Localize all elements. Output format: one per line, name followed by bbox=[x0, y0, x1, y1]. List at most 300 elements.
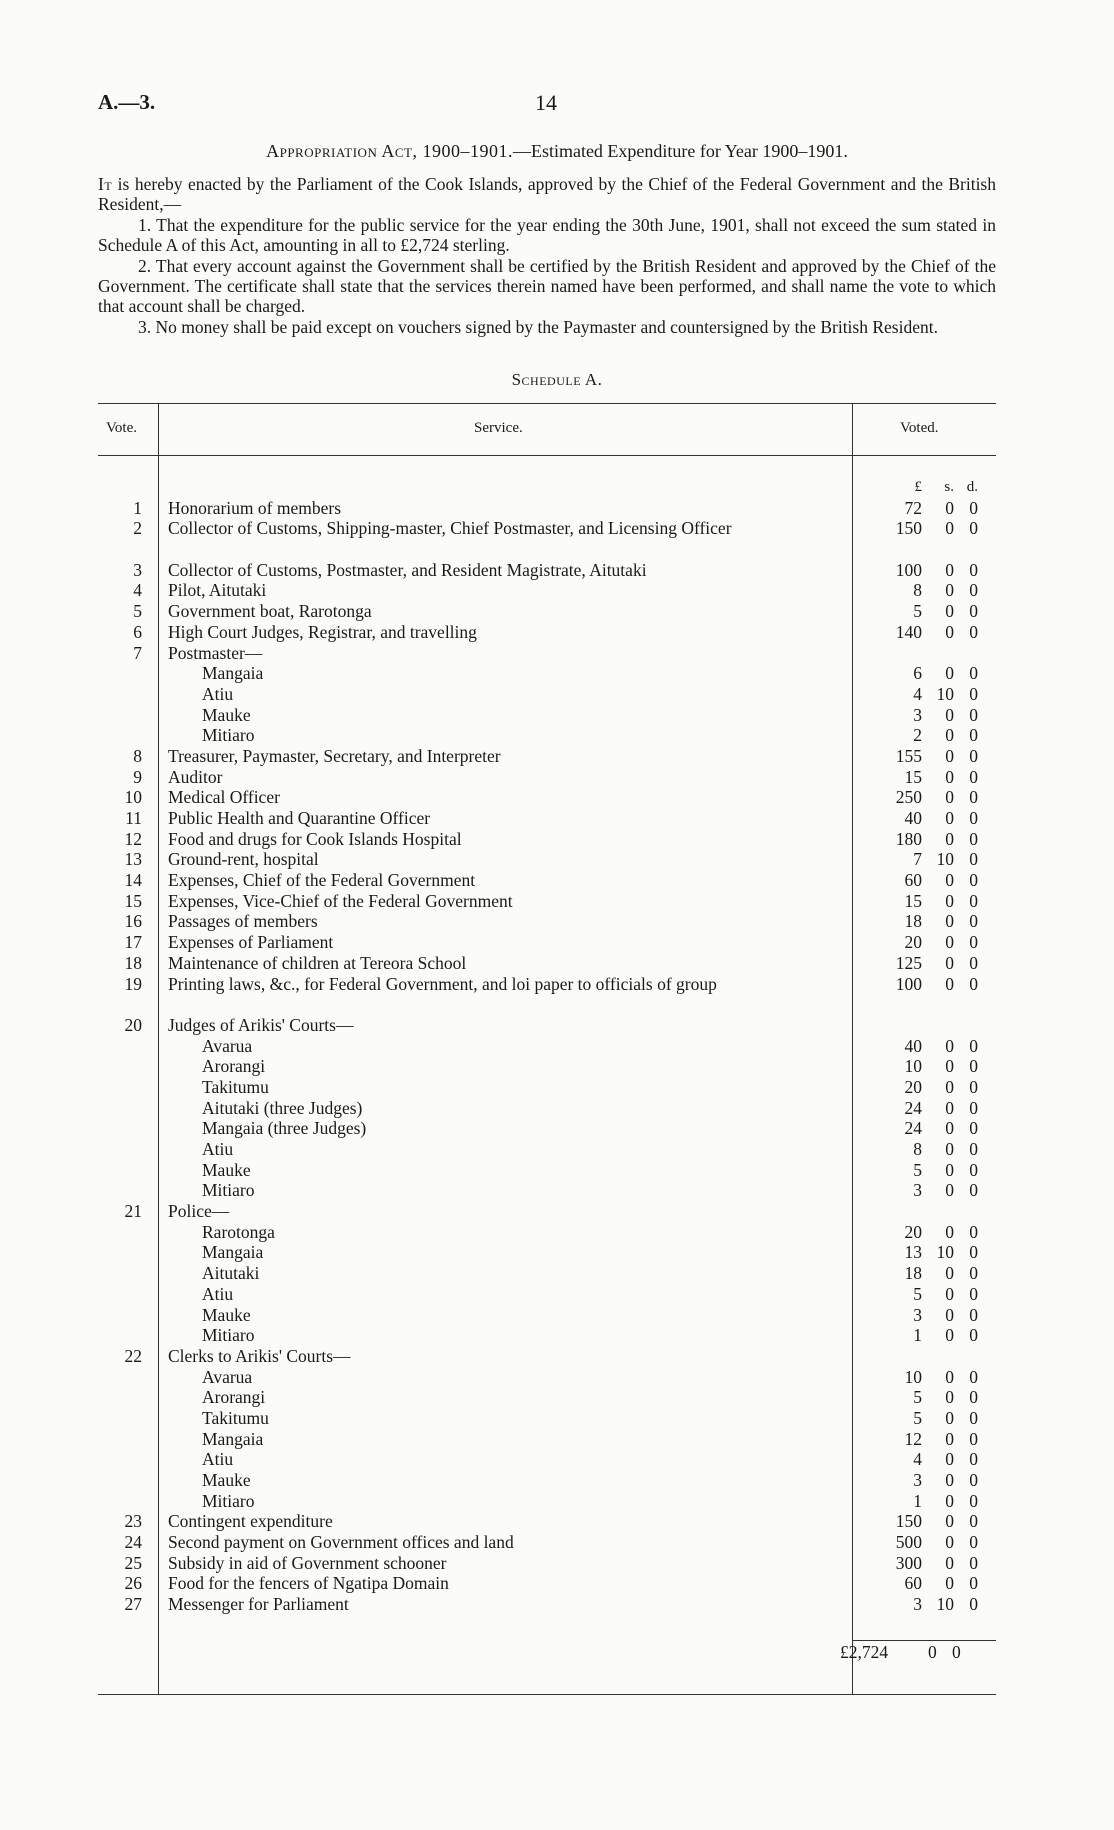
amount-pounds: 8 bbox=[913, 580, 922, 601]
service-name: Rarotonga bbox=[202, 1221, 275, 1242]
table-row bbox=[98, 643, 996, 664]
table-row bbox=[98, 891, 996, 912]
amount-shillings: 0 bbox=[945, 1387, 954, 1408]
table-row bbox=[98, 1180, 996, 1201]
clause-2: 2. That every account against the Government shall be certified by the British Resident and approved by the Chief of the Government. The certificate shall state that the services therein named have been performed, and shall name the vote to which that account shall be charged. bbox=[98, 255, 996, 317]
table-row bbox=[98, 953, 996, 974]
row-container bbox=[98, 498, 996, 1615]
amount-pence: 0 bbox=[969, 1242, 978, 1263]
header-bottom-rule bbox=[98, 455, 996, 456]
amount-pence: 0 bbox=[969, 1221, 978, 1242]
amount-pence: 0 bbox=[969, 1552, 978, 1573]
vote-number: 1 bbox=[133, 497, 142, 518]
amount-pounds: 20 bbox=[904, 1076, 922, 1097]
service-name: Messenger for Parliament bbox=[168, 1594, 349, 1615]
total-pence: 0 bbox=[952, 1642, 961, 1662]
amount-shillings: 0 bbox=[945, 1573, 954, 1594]
amount-shillings: 10 bbox=[936, 1242, 954, 1263]
service-name: Aitutaki bbox=[202, 1263, 260, 1284]
amount-pounds: 20 bbox=[904, 932, 922, 953]
service-name: Atiu bbox=[202, 1449, 234, 1470]
amount-pounds: 15 bbox=[904, 766, 922, 787]
amount-pence: 0 bbox=[969, 1470, 978, 1491]
amount-pounds: 7 bbox=[913, 849, 922, 870]
service-name: Mangaia bbox=[202, 1428, 264, 1449]
amount-pence: 0 bbox=[969, 952, 978, 973]
table-row bbox=[98, 787, 996, 808]
amount-pence: 0 bbox=[969, 683, 978, 704]
table-row bbox=[98, 1139, 996, 1160]
amount-pence: 0 bbox=[969, 601, 978, 622]
table-row bbox=[98, 1201, 996, 1222]
vote-number: 20 bbox=[124, 1014, 142, 1035]
vote-number: 22 bbox=[124, 1345, 142, 1366]
vote-number: 8 bbox=[133, 745, 142, 766]
table-row bbox=[98, 1511, 996, 1532]
table-row bbox=[98, 829, 996, 850]
amount-shillings: 0 bbox=[945, 1056, 954, 1077]
amount-shillings: 0 bbox=[945, 1366, 954, 1387]
amount-pounds: 100 bbox=[895, 973, 922, 994]
service-name: Treasurer, Paymaster, Secretary, and Interpreter bbox=[168, 745, 501, 766]
vote-number: 26 bbox=[124, 1573, 142, 1594]
amount-pence: 0 bbox=[969, 745, 978, 766]
amount-pounds: 300 bbox=[895, 1552, 922, 1573]
table-row bbox=[98, 1263, 996, 1284]
amount-pounds: 10 bbox=[904, 1056, 922, 1077]
table-row bbox=[98, 580, 996, 601]
document-title bbox=[0, 141, 1114, 162]
service-name: Government boat, Rarotonga bbox=[168, 601, 372, 622]
vote-number: 7 bbox=[133, 642, 142, 663]
enacting-text: is hereby enacted by the Parliament of the Cook Islands, approved by the Chief of the Federal Government and the British Resident,— bbox=[98, 174, 996, 215]
table-row bbox=[98, 767, 996, 788]
service-name: Mangaia bbox=[202, 663, 264, 684]
amount-shillings: 0 bbox=[945, 1511, 954, 1532]
amount-pence: 0 bbox=[969, 559, 978, 580]
amount-pence: 0 bbox=[969, 1180, 978, 1201]
amount-pence: 0 bbox=[969, 828, 978, 849]
amount-pence: 0 bbox=[969, 1325, 978, 1346]
amount-shillings: 0 bbox=[945, 828, 954, 849]
service-name: Mauke bbox=[202, 1159, 251, 1180]
service-name: Expenses, Chief of the Federal Government bbox=[168, 870, 476, 891]
amount-pence: 0 bbox=[969, 870, 978, 891]
table-row bbox=[98, 622, 996, 643]
table-row bbox=[98, 1346, 996, 1367]
amount-pounds: 180 bbox=[895, 828, 922, 849]
amount-pounds: 20 bbox=[904, 1221, 922, 1242]
amount-shillings: 0 bbox=[945, 932, 954, 953]
amount-shillings: 0 bbox=[945, 1097, 954, 1118]
document-code: A.—3. bbox=[98, 90, 156, 114]
service-name: Auditor bbox=[168, 766, 223, 787]
amount-pence: 0 bbox=[969, 849, 978, 870]
clause-3: 3. No money shall be paid except on vouchers signed by the Paymaster and countersigned by the British Resident. bbox=[138, 316, 938, 337]
amount-pence: 0 bbox=[969, 808, 978, 829]
amount-pounds: 140 bbox=[895, 621, 922, 642]
service-name: Aitutaki (three Judges) bbox=[202, 1097, 363, 1118]
service-name: Atiu bbox=[202, 1139, 234, 1160]
amount-pounds: 24 bbox=[904, 1118, 922, 1139]
amount-shillings: 0 bbox=[945, 1180, 954, 1201]
amount-pounds: 1 bbox=[913, 1490, 922, 1511]
amount-shillings: 0 bbox=[945, 621, 954, 642]
table-row bbox=[98, 974, 996, 1015]
enacting-clause bbox=[98, 174, 996, 215]
table-row bbox=[98, 1491, 996, 1512]
service-name: Clerks to Arikis' Courts— bbox=[168, 1345, 351, 1366]
table-row bbox=[98, 1594, 996, 1615]
vote-number: 12 bbox=[124, 828, 142, 849]
service-name: Pilot, Aitutaki bbox=[168, 580, 267, 601]
table-row bbox=[98, 1449, 996, 1470]
service-name: Mauke bbox=[202, 704, 251, 725]
amount-pounds: 5 bbox=[913, 1283, 922, 1304]
amount-pounds: 40 bbox=[904, 1035, 922, 1056]
amount-pounds: 150 bbox=[895, 1511, 922, 1532]
table-row bbox=[98, 1408, 996, 1429]
shillings-unit: s. bbox=[944, 479, 954, 495]
amount-pence: 0 bbox=[969, 1283, 978, 1304]
amount-pounds: 13 bbox=[904, 1242, 922, 1263]
amount-shillings: 0 bbox=[945, 745, 954, 766]
amount-pounds: 12 bbox=[904, 1428, 922, 1449]
amount-shillings: 0 bbox=[945, 1221, 954, 1242]
amount-shillings: 0 bbox=[945, 1139, 954, 1160]
amount-pounds: 4 bbox=[913, 1449, 922, 1470]
pounds-unit: £ bbox=[914, 479, 922, 495]
service-name: Printing laws, &c., for Federal Government, and loi paper to officials of group bbox=[168, 973, 717, 994]
amount-pence: 0 bbox=[969, 580, 978, 601]
amount-pounds: 60 bbox=[904, 1573, 922, 1594]
service-name: Mitiaro bbox=[202, 725, 255, 746]
amount-shillings: 0 bbox=[945, 808, 954, 829]
table-row bbox=[98, 870, 996, 891]
table-bottom-rule bbox=[98, 1694, 996, 1695]
service-name: Expenses, Vice-Chief of the Federal Government bbox=[168, 890, 513, 911]
amount-shillings: 0 bbox=[945, 1428, 954, 1449]
amount-shillings: 0 bbox=[945, 952, 954, 973]
service-name: Arorangi bbox=[202, 1387, 266, 1408]
vote-number: 27 bbox=[124, 1594, 142, 1615]
amount-pence: 0 bbox=[969, 1387, 978, 1408]
service-name: Mitiaro bbox=[202, 1180, 255, 1201]
table-row bbox=[98, 1367, 996, 1388]
amount-pounds: 72 bbox=[904, 497, 922, 518]
amount-shillings: 0 bbox=[945, 1532, 954, 1553]
amount-pence: 0 bbox=[969, 1532, 978, 1553]
table-row bbox=[98, 1470, 996, 1491]
table-row bbox=[98, 1077, 996, 1098]
vote-number: 19 bbox=[124, 973, 142, 994]
service-name: Police— bbox=[168, 1201, 230, 1222]
table-row bbox=[98, 684, 996, 705]
amount-pence: 0 bbox=[969, 725, 978, 746]
amount-pence: 0 bbox=[969, 1056, 978, 1077]
amount-shillings: 0 bbox=[945, 1304, 954, 1325]
vote-number: 17 bbox=[124, 932, 142, 953]
amount-shillings: 0 bbox=[945, 1470, 954, 1491]
table-row bbox=[98, 1305, 996, 1326]
amount-shillings: 0 bbox=[945, 580, 954, 601]
amount-pence: 0 bbox=[969, 932, 978, 953]
amount-pence: 0 bbox=[969, 518, 978, 539]
service-name: Atiu bbox=[202, 683, 234, 704]
table-row bbox=[98, 725, 996, 746]
service-name: Mitiaro bbox=[202, 1325, 255, 1346]
vote-number: 24 bbox=[124, 1532, 142, 1553]
amount-pence: 0 bbox=[969, 1511, 978, 1532]
amount-pence: 0 bbox=[969, 1449, 978, 1470]
amount-pence: 0 bbox=[969, 766, 978, 787]
amount-pence: 0 bbox=[969, 1490, 978, 1511]
title-rest: —Estimated Expenditure for Year 1900–1901. bbox=[512, 141, 848, 161]
vote-number: 25 bbox=[124, 1552, 142, 1573]
amount-shillings: 0 bbox=[945, 1118, 954, 1139]
vote-number: 14 bbox=[124, 870, 142, 891]
amount-pounds: 8 bbox=[913, 1139, 922, 1160]
pence-unit: d. bbox=[966, 479, 978, 495]
service-name: Atiu bbox=[202, 1283, 234, 1304]
service-name: Passages of members bbox=[168, 911, 318, 932]
amount-pounds: 500 bbox=[895, 1532, 922, 1553]
vote-number: 10 bbox=[124, 787, 142, 808]
service-name: Contingent expenditure bbox=[168, 1511, 333, 1532]
table-row bbox=[98, 518, 996, 559]
table-row bbox=[98, 1015, 996, 1036]
vote-number: 5 bbox=[133, 601, 142, 622]
vote-number: 18 bbox=[124, 952, 142, 973]
amount-pence: 0 bbox=[969, 497, 978, 518]
service-name: Expenses of Parliament bbox=[168, 932, 334, 953]
service-name: Honorarium of members bbox=[168, 497, 342, 518]
total-rule bbox=[852, 1640, 996, 1641]
amount-shillings: 0 bbox=[945, 518, 954, 539]
page-number: 14 bbox=[535, 90, 557, 115]
amount-pounds: 5 bbox=[913, 1387, 922, 1408]
amount-pounds: 1 bbox=[913, 1325, 922, 1346]
amount-pounds: 40 bbox=[904, 808, 922, 829]
table-row bbox=[98, 1387, 996, 1408]
table-row bbox=[98, 849, 996, 870]
amount-shillings: 0 bbox=[945, 911, 954, 932]
amount-shillings: 0 bbox=[945, 766, 954, 787]
amount-shillings: 0 bbox=[945, 497, 954, 518]
vote-number: 15 bbox=[124, 890, 142, 911]
amount-shillings: 0 bbox=[945, 890, 954, 911]
amount-shillings: 0 bbox=[945, 704, 954, 725]
amount-shillings: 0 bbox=[945, 1407, 954, 1428]
service-name: Mauke bbox=[202, 1304, 251, 1325]
total-pounds: £2,724 bbox=[840, 1642, 889, 1662]
service-name: Maintenance of children at Tereora School bbox=[168, 952, 467, 973]
amount-pence: 0 bbox=[969, 787, 978, 808]
vote-number: 3 bbox=[133, 559, 142, 580]
amount-pence: 0 bbox=[969, 911, 978, 932]
amount-pounds: 5 bbox=[913, 601, 922, 622]
table-row bbox=[98, 1036, 996, 1057]
amount-pence: 0 bbox=[969, 1035, 978, 1056]
vote-number: 16 bbox=[124, 911, 142, 932]
service-name: Postmaster— bbox=[168, 642, 263, 663]
service-name: Collector of Customs, Postmaster, and Resident Magistrate, Aitutaki bbox=[168, 559, 647, 580]
service-name: Mangaia bbox=[202, 1242, 264, 1263]
service-name: Collector of Customs, Shipping-master, Chief Postmaster, and Licensing Officer bbox=[168, 518, 732, 539]
amount-shillings: 0 bbox=[945, 725, 954, 746]
amount-shillings: 10 bbox=[936, 849, 954, 870]
amount-pounds: 2 bbox=[913, 725, 922, 746]
amount-pounds: 250 bbox=[895, 787, 922, 808]
vote-number: 11 bbox=[125, 808, 142, 829]
table-row bbox=[98, 1532, 996, 1553]
table-row bbox=[98, 1056, 996, 1077]
service-name: High Court Judges, Registrar, and travelling bbox=[168, 621, 477, 642]
amount-pence: 0 bbox=[969, 1139, 978, 1160]
table-row bbox=[98, 663, 996, 684]
amount-shillings: 0 bbox=[945, 1325, 954, 1346]
amount-shillings: 0 bbox=[945, 787, 954, 808]
amount-pounds: 125 bbox=[895, 952, 922, 973]
amount-shillings: 0 bbox=[945, 1263, 954, 1284]
table-row bbox=[98, 498, 996, 519]
table-row bbox=[98, 1160, 996, 1181]
amount-pounds: 100 bbox=[895, 559, 922, 580]
amount-pounds: 10 bbox=[904, 1366, 922, 1387]
amount-pence: 0 bbox=[969, 704, 978, 725]
amount-shillings: 0 bbox=[945, 1449, 954, 1470]
service-column-header: Service. bbox=[474, 420, 523, 436]
table-row bbox=[98, 911, 996, 932]
vote-column-header: Vote. bbox=[106, 420, 137, 436]
table-row bbox=[98, 1098, 996, 1119]
service-name: Ground-rent, hospital bbox=[168, 849, 319, 870]
amount-pounds: 3 bbox=[913, 1594, 922, 1615]
amount-pounds: 18 bbox=[904, 911, 922, 932]
amount-shillings: 0 bbox=[945, 1076, 954, 1097]
amount-pence: 0 bbox=[969, 973, 978, 994]
service-name: Second payment on Government offices and land bbox=[168, 1532, 514, 1553]
table-row bbox=[98, 746, 996, 767]
amount-pence: 0 bbox=[969, 1097, 978, 1118]
table-row bbox=[98, 1118, 996, 1139]
amount-pence: 0 bbox=[969, 1573, 978, 1594]
vote-number: 2 bbox=[133, 518, 142, 539]
table-row bbox=[98, 601, 996, 622]
table-top-rule bbox=[98, 403, 996, 404]
amount-shillings: 0 bbox=[945, 1159, 954, 1180]
service-name: Takitumu bbox=[202, 1076, 269, 1097]
vote-number: 23 bbox=[124, 1511, 142, 1532]
amount-shillings: 0 bbox=[945, 663, 954, 684]
service-name: Avarua bbox=[202, 1035, 253, 1056]
amount-pence: 0 bbox=[969, 1076, 978, 1097]
amount-pence: 0 bbox=[969, 1118, 978, 1139]
schedule-rows bbox=[98, 477, 996, 1615]
amount-shillings: 0 bbox=[945, 870, 954, 891]
total-shillings: 0 bbox=[928, 1642, 937, 1662]
amount-pence: 0 bbox=[969, 663, 978, 684]
amount-pounds: 18 bbox=[904, 1263, 922, 1284]
amount-pence: 0 bbox=[969, 1407, 978, 1428]
amount-pence: 0 bbox=[969, 1428, 978, 1449]
service-name: Mangaia (three Judges) bbox=[202, 1118, 367, 1139]
voted-column-header: Voted. bbox=[900, 420, 939, 436]
amount-pence: 0 bbox=[969, 890, 978, 911]
table-row bbox=[98, 1325, 996, 1346]
preamble bbox=[98, 174, 996, 337]
amount-pounds: 3 bbox=[913, 704, 922, 725]
table-row bbox=[98, 1242, 996, 1263]
amount-pounds: 60 bbox=[904, 870, 922, 891]
amount-shillings: 10 bbox=[936, 1594, 954, 1615]
amount-pounds: 15 bbox=[904, 890, 922, 911]
units-row bbox=[98, 477, 996, 498]
act-name: Appropriation Act, 1900–1901. bbox=[266, 141, 513, 161]
amount-shillings: 0 bbox=[945, 1490, 954, 1511]
service-name: Food and drugs for Cook Islands Hospital bbox=[168, 828, 462, 849]
service-name: Avarua bbox=[202, 1366, 253, 1387]
service-name: Takitumu bbox=[202, 1407, 269, 1428]
amount-pounds: 3 bbox=[913, 1180, 922, 1201]
vote-number: 6 bbox=[133, 621, 142, 642]
service-name: Mitiaro bbox=[202, 1490, 255, 1511]
table-row bbox=[98, 1222, 996, 1243]
amount-pounds: 6 bbox=[913, 663, 922, 684]
enacting-lead: It bbox=[98, 174, 113, 194]
amount-pence: 0 bbox=[969, 1594, 978, 1615]
table-row bbox=[98, 1573, 996, 1594]
amount-pounds: 3 bbox=[913, 1470, 922, 1491]
amount-pounds: 24 bbox=[904, 1097, 922, 1118]
amount-pence: 0 bbox=[969, 621, 978, 642]
amount-pounds: 150 bbox=[895, 518, 922, 539]
table-row bbox=[98, 705, 996, 726]
schedule-title: Schedule A. bbox=[511, 370, 603, 389]
amount-shillings: 0 bbox=[945, 601, 954, 622]
service-name: Medical Officer bbox=[168, 787, 280, 808]
amount-shillings: 10 bbox=[936, 683, 954, 704]
table-row bbox=[98, 1284, 996, 1305]
amount-shillings: 0 bbox=[945, 1035, 954, 1056]
clause-1: 1. That the expenditure for the public service for the year ending the 30th June, 1901, shall not exceed the sum stated in Schedule A of this Act, amounting in all to £2,724 sterling. bbox=[98, 214, 996, 256]
table-row bbox=[98, 1553, 996, 1574]
amount-pounds: 5 bbox=[913, 1159, 922, 1180]
service-name: Food for the fencers of Ngatipa Domain bbox=[168, 1573, 449, 1594]
amount-pounds: 3 bbox=[913, 1304, 922, 1325]
table-row bbox=[98, 932, 996, 953]
amount-pounds: 4 bbox=[913, 683, 922, 704]
amount-pence: 0 bbox=[969, 1263, 978, 1284]
amount-pounds: 155 bbox=[895, 745, 922, 766]
amount-shillings: 0 bbox=[945, 1283, 954, 1304]
amount-shillings: 0 bbox=[945, 1552, 954, 1573]
amount-pence: 0 bbox=[969, 1304, 978, 1325]
service-name: Arorangi bbox=[202, 1056, 266, 1077]
service-name: Subsidy in aid of Government schooner bbox=[168, 1552, 447, 1573]
service-name: Public Health and Quarantine Officer bbox=[168, 808, 431, 829]
service-name: Judges of Arikis' Courts— bbox=[168, 1014, 354, 1035]
vote-number: 9 bbox=[133, 766, 142, 787]
service-name: Mauke bbox=[202, 1470, 251, 1491]
vote-number: 13 bbox=[124, 849, 142, 870]
table-row bbox=[98, 560, 996, 581]
vote-number: 21 bbox=[124, 1201, 142, 1222]
amount-shillings: 0 bbox=[945, 559, 954, 580]
vote-number: 4 bbox=[133, 580, 142, 601]
amount-pounds: 5 bbox=[913, 1407, 922, 1428]
table-row bbox=[98, 1429, 996, 1450]
